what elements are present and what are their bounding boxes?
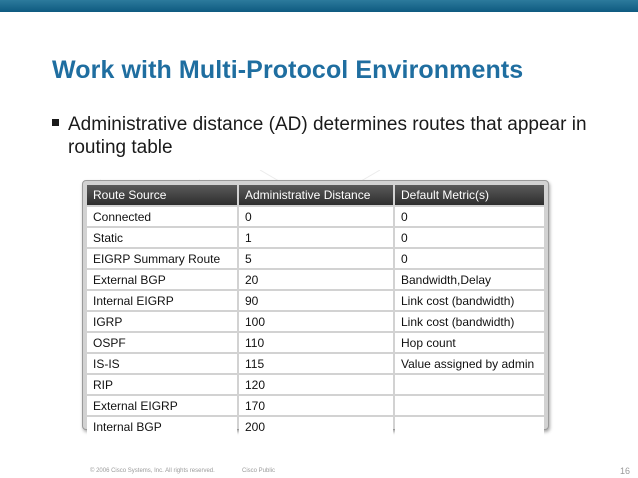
cell-default-metric: Link cost (bandwidth) [395,291,544,310]
cell-default-metric [395,375,544,394]
table-header-row [87,185,544,205]
header-route-source: Route Source [87,185,237,205]
table-row [87,270,544,289]
page-number: 16 [620,466,631,476]
table-row [87,375,544,394]
slide-title: Work with Multi-Protocol Environments [52,56,524,84]
cell-default-metric: Hop count [395,333,544,352]
copyright-text: © 2006 Cisco Systems, Inc. All rights reserved. [90,468,215,474]
table-row [87,249,544,268]
cell-default-metric: 0 [395,207,544,226]
cell-administrative-distance: 0 [239,207,393,226]
table-row [87,312,544,331]
table-row [87,354,544,373]
table-row [87,207,544,226]
cell-route-source: Internal BGP [87,417,237,436]
header-default-metric: Default Metric(s) [395,185,544,205]
cell-default-metric: Link cost (bandwidth) [395,312,544,331]
cell-default-metric: 0 [395,228,544,247]
cell-route-source: IGRP [87,312,237,331]
cell-route-source: OSPF [87,333,237,352]
square-bullet-icon [52,119,59,126]
table-row [87,417,544,436]
cell-default-metric: Value assigned by admin [395,354,544,373]
table-row [87,333,544,352]
cell-route-source: Static [87,228,237,247]
cell-administrative-distance: 115 [239,354,393,373]
cell-administrative-distance: 20 [239,270,393,289]
route-source-table [82,180,549,434]
cell-administrative-distance: 170 [239,396,393,415]
top-banner-bar [0,0,638,12]
cell-route-source: RIP [87,375,237,394]
cell-route-source: External BGP [87,270,237,289]
cell-administrative-distance: 1 [239,228,393,247]
cell-administrative-distance: 90 [239,291,393,310]
cell-administrative-distance: 5 [239,249,393,268]
classification-label: Cisco Public [242,468,276,474]
cell-administrative-distance: 200 [239,417,393,436]
cell-default-metric [395,396,544,415]
bullet-point [52,113,592,159]
cell-route-source: EIGRP Summary Route [87,249,237,268]
cell-default-metric [395,417,544,436]
administrative-distance-table [85,183,546,438]
table-row [87,291,544,310]
header-administrative-distance: Administrative Distance [239,185,393,205]
cell-route-source: IS-IS [87,354,237,373]
cell-administrative-distance: 120 [239,375,393,394]
cell-default-metric: 0 [395,249,544,268]
cell-default-metric: Bandwidth,Delay [395,270,544,289]
bullet-text: Administrative distance (AD) determines routes that appear in routing table [68,114,587,158]
table-row [87,396,544,415]
cell-route-source: External EIGRP [87,396,237,415]
cell-route-source: Internal EIGRP [87,291,237,310]
table-row [87,228,544,247]
cell-administrative-distance: 110 [239,333,393,352]
cell-administrative-distance: 100 [239,312,393,331]
cell-route-source: Connected [87,207,237,226]
